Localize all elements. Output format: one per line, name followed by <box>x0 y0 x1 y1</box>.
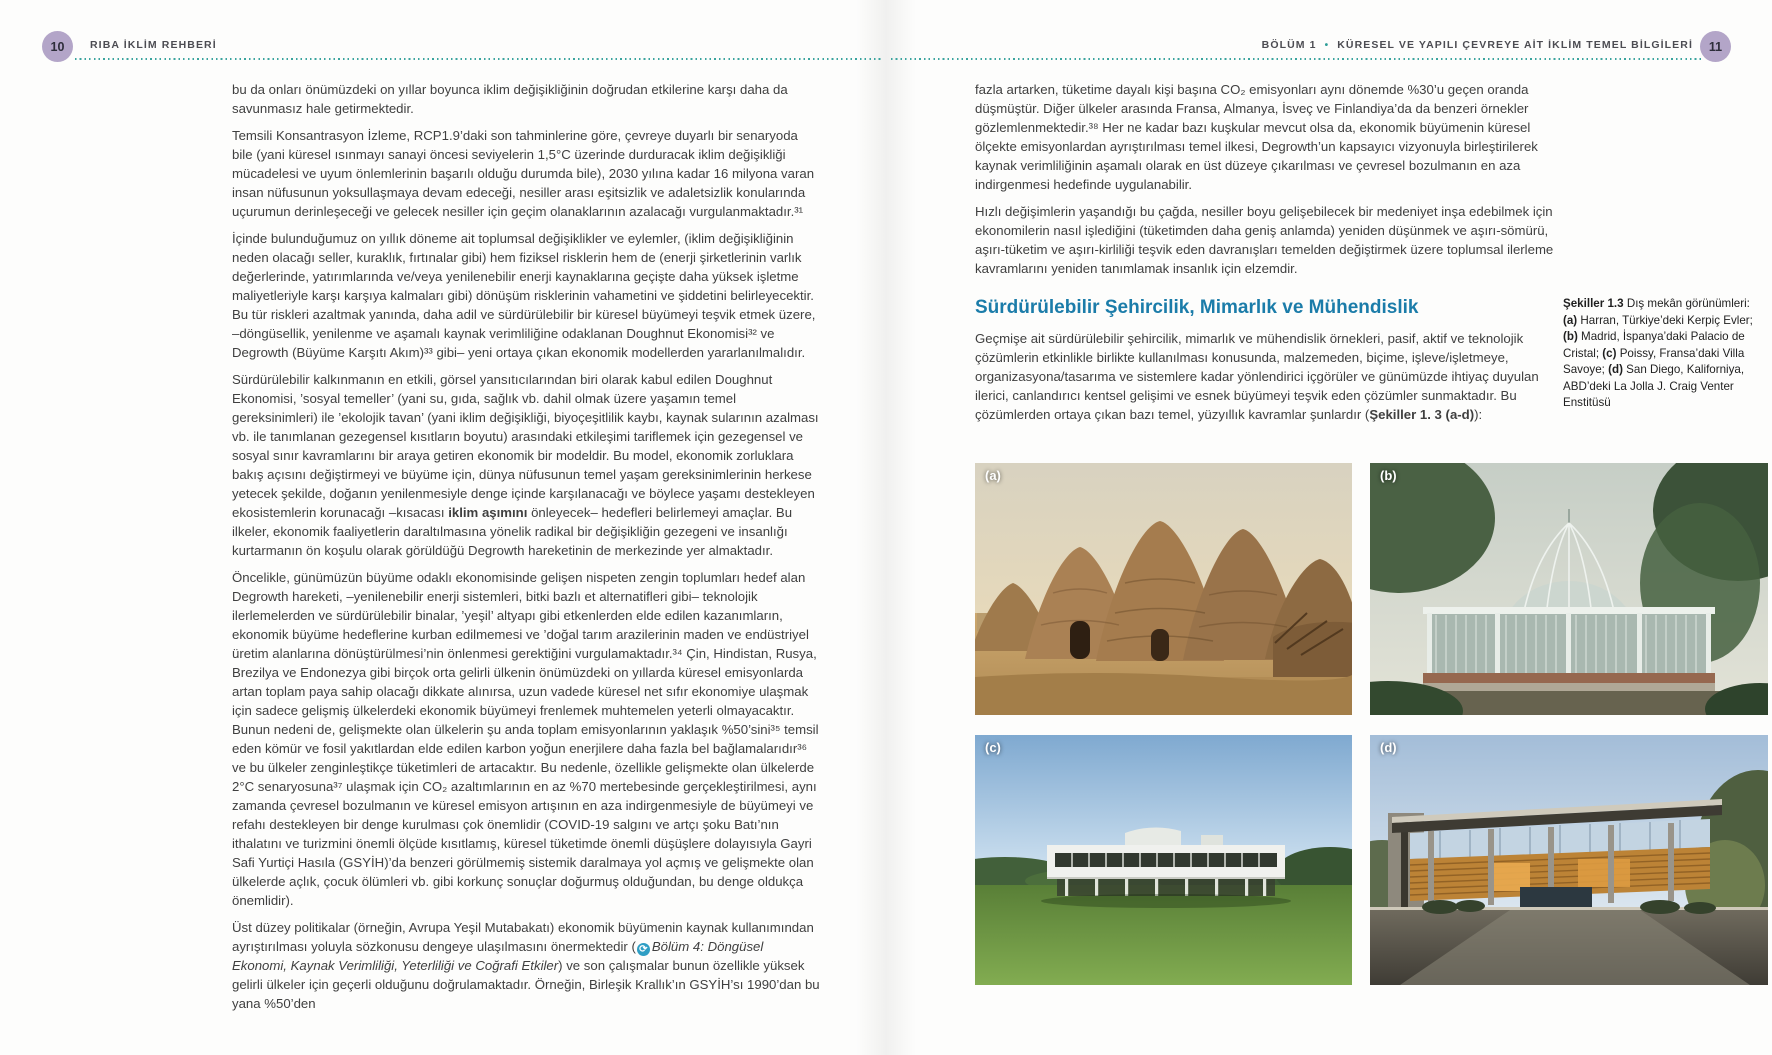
text-segment-b: (a) <box>1563 313 1578 327</box>
text-segment-b: iklim aşımını <box>448 505 528 520</box>
chapter-link-icon: ⟳ <box>637 943 650 956</box>
text-segment-b: (b) <box>1563 330 1578 343</box>
paragraph <box>232 126 820 221</box>
text-segment-b: Şekiller 1.3 <box>1563 297 1624 310</box>
figure-a-label: (a) <box>985 468 1001 483</box>
dotted-rule-left <box>75 58 881 60</box>
text-segment-b: Şekiller 1. 3 (a-d) <box>1369 407 1475 422</box>
harran-adobe-houses-illustration <box>975 463 1352 715</box>
figure-d-photo-venter-institute <box>1370 735 1768 985</box>
text-segment: Temsili Konsantrasyon İzleme, RCP1.9’daki son tahminlerine göre, çevreye duyarlı bir senaryoda bile (yani küresel ısınmayı sanayi öncesi seviyelerin 1,5°C üzerinde durduracak iklim değişikliği mücadelesi ve uyum önlemlerinin başarılı olduğu durumda bile), 2030 yılına kadar 16 milyona varan insan nüfusunun yoksullaşmaya devam edeceği, nesiller arası eşitsizlik ve adaletsizlik konularında uçurumun derinleşeceği ve gelecek nesiller için geçim olanaklarının azalacağı vurgulanmaktadır.³¹ <box>232 128 815 219</box>
text-segment: Harran, Türkiye’deki Kerpiç Evler; <box>1577 313 1753 327</box>
chapter-title: KÜRESEL VE YAPILI ÇEVREYE AİT İKLİM TEMEL BİLGİLERİ <box>1337 39 1693 51</box>
running-header-right <box>1262 39 1693 51</box>
text-segment: fazla artarken, tüketime dayalı kişi başına CO₂ emisyonları aynı dönemde %30’u geçen oranda düşmüştür. Diğer ülkeler arasında Fransa, Almanya, İsveç ve Finlandiya’da da benzeri örnekler gözlemlenmektedir.³⁸ Her ne kadar bazı kuşkular mevcut olsa da, ekonomik büyümenin küresel ölçekte emisyonlardan ayrıştırılması temel ilkesi, Degrowth’un kapsayıcı vizyonuyla birleştirilerek kaynak verimliliğinin aşamalı olarak en üst düzeye çıkarılması ve çevresel bozulmanın en aza indirgenmesi hedefinde uygulanabilir. <box>975 82 1538 192</box>
villa-savoye-illustration <box>975 735 1352 985</box>
text-segment: önleyecek– hedefleri belirlemeyi amaçlar. Bu ilkeler, ekonomik faaliyetlerin daraltılmasına yönelik radikal bir değişikliğin gezegeni ve insanlığı kurtarmanın ön koşulu olarak görüldüğü Degrowth hareketinin de merkezinde yer almaktadır. <box>232 505 793 558</box>
text-segment: Öncelikle, günümüzün büyüme odaklı ekonomisinde gelişen nispeten zengin toplumları hedef alan Degrowth hareketi, –yenilenebilir enerji sistemleri, bitki bazlı et alternatifleri gibi– teknolojik ilerlemelerden ve sürdürülebilir binalar, ’yeşil’ altyapı gibi etkenlerden elde edilen kazanımların, ekonomik büyüme hedeflerine kurban edilmemesi ve ’doğal tarım arazilerinin maden ve endüstriyel üretim alanlarına dönüştürülmesi’nin önlenmesi gerektiğini vurgulamaktadır.³⁴ Çin, Hindistan, Rusya, Brezilya ve Endonezya gibi birçok orta gelirli ülkenin önümüzdeki on yıllarda küresel emisyonlarda artan toplam paya sahip olacağı dikkate alınırsa, uzun vadede küresel net sıfır ekonomiye ulaşmak için sadece gelişmiş ülkelerdeki ekonomik büyümeyi frenlemek muhtemelen yeterli olmayacaktır. Bunun nedeni de, gelişmekte olan ülkelerin şu anda toplam emisyonlarının yaklaşık %50’sini³⁵ temsil eden kömür ve fosil yakıtlardan elde edilen karbon yoğun enerjilere daha fazla bel bağlamalarıdır³⁶ ve bu ülkeler zenginleştikçe tüketimleri de artacaktır. Bu nedenle, özellikle gelişmekte olan ülkelerde 2°C senaryosuna³⁷ ulaşmak için CO₂ azaltımlarının en az %70 mertebesinde gerçekleştirilmesi, aynı zamanda çevresel bozulmanın ve küresel emisyon artışının en aza indirgenmesiyle de büyümeyi ve refahı destekleyen bir denge kurulması çok önemlidir (COVID-19 salgını ve artçı şoku Batı’nın ithalatını ve turizmini önemli ölçüde kısıtlamış, küresel tüketimde önemli düşüşlere dolayısıyla Gayri Safi Yurtiçi Hasıla (GSYİH)’da benzeri görülmemiş sistemik daralmaya yol açmış ve gelişmekte olan ülkelerde açlık, çocuk ölümleri vb. gibi korkunç sonuçlar doğurmuş olduğundan, bu denge oldukça önemlidir). <box>232 570 819 908</box>
figure-c-label: (c) <box>985 740 1001 755</box>
text-segment: İçinde bulunduğumuz on yıllık döneme ait toplumsal değişiklikler ve eylemler, (iklim değişikliğinin neden olacağı seller, kuraklık, fırtınalar gibi) hem fiziksel risklerin hem de (enerji şirketlerinin varlık değerlerinde, yatırımlarında ve/veya yenilenebilir enerji kaynaklarına geçişte daha yüksek işletme maliyetleriyle karşı karşıya kalmaları gibi) dönüşüm risklerinin vahametini ve şiddetini belirleyecektir. Bu tür riskleri azaltmak yanında, daha adil ve sürdürülebilir bir küresel büyümeyi teşvik etmek üzere, –döngüsellik, yenilenme ve aşamalı kaynak verimliliğine odaklanan Doughnut Ekonomisi³² ve Degrowth (Büyüme Karşıtı Akım)³³ gibi– yeni ortaya çıkan ekonomik modellerden yararlanılmalıdır. <box>232 231 816 360</box>
figure-b-label: (b) <box>1380 468 1397 483</box>
paragraph <box>232 568 820 910</box>
text-segment: Hızlı değişimlerin yaşandığı bu çağda, nesiller boyu gelişebilecek bir medeniyet inşa edebilmek için ekonomilerin nasıl işlediğini (tüketimden daha geniş anlamda) yeniden düşünmek ve aşırı-sömürü, aşırı-tüketim ve aşırı-kirliliği teşvik eden davranışları temelden değiştirmek üzere toplumsal ilerleme kavramlarını yeniden tanımlamak insanlık için elzemdir. <box>975 204 1554 276</box>
page-number-right: 11 <box>1700 31 1731 62</box>
text-segment: Geçmişe ait sürdürülebilir şehircilik, mimarlık ve mühendislik örnekleri, pasif, aktif ve teknolojik çözümlerin etkinlikle birlikte kullanılması konusunda, malzemeden, biçime, işleve/işletmeye, organizasyona/tasarıma ve sistemlere kadar yönlendirici içgörüler ve günümüzde ihtiyaç duyulan ilerici, canlandırıcı kentsel gelişimi ve esnek büyümeyi teşvik eden çözümler sunmaktadır. Bu çözümlerden ortaya çıkan bazı temel, yüzyıllık kavramlar şunlardır ( <box>975 331 1539 422</box>
paragraph <box>232 229 820 362</box>
venter-institute-illustration <box>1370 735 1768 985</box>
text-segment-b: (c) <box>1602 346 1617 360</box>
figure-c-photo-villa-savoye <box>975 735 1352 985</box>
text-segment: Poissy, Fransa’daki Villa Savoye; <box>1563 346 1745 376</box>
left-page-text-column <box>232 80 820 1021</box>
figure-b-photo-palacio-de-cristal <box>1370 463 1768 715</box>
text-segment-b: (d) <box>1608 363 1623 376</box>
section-heading: Sürdürülebilir Şehircilik, Mimarlık ve Mühendislik <box>975 297 1419 318</box>
figure-a-photo-harran <box>975 463 1352 715</box>
page-number-left: 10 <box>42 31 73 62</box>
text-segment: San Diego, Kaliforniya, ABD’deki La Jolla J. Craig Venter Enstitüsü <box>1563 363 1745 409</box>
paragraph <box>232 918 820 1013</box>
dotted-rule-right <box>891 58 1701 60</box>
running-header-left: RIBA İKLİM REHBERİ <box>90 39 217 51</box>
paragraph <box>975 80 1555 194</box>
figure-caption <box>1563 296 1763 412</box>
header-separator-dot: • <box>1324 40 1330 51</box>
right-page-text-column <box>975 80 1555 432</box>
section-paragraphs <box>975 329 1555 424</box>
text-segment: Dış mekân görünümleri: <box>1623 297 1750 310</box>
text-segment: bu da onları önümüzdeki on yıllar boyunca iklim değişikliğinin doğrudan etkilerine karşı daha da savunmasız hale getirmektedir. <box>232 82 788 116</box>
page-spine-shadow <box>856 0 916 1055</box>
text-segment: ) ve son çalışmalar bunun özellikle yüksek gelirli ülkeler için geçerli olduğunu doğrulamaktadır. Örneğin, Birleşik Krallık’ın GSYİH’sı 1990’dan bu yana %50’den <box>232 958 820 1011</box>
text-segment-i: Bölüm 4: Döngüsel Ekonomi, Kaynak Verimliliği, Yeterliliği ve Coğrafi Etkiler <box>232 939 764 973</box>
right-page-intro-paragraphs <box>975 80 1555 278</box>
text-segment: Sürdürülebilir kalkınmanın en etkili, görsel yansıtıcılarından biri olarak kabul edilen Doughnut Ekonomisi, ’sosyal temeller’ (yani su, gıda, sağlık vb. dahil olmak üzere yaşamın temel gereksinimleri) ile ’ekolojik tavan’ (yani iklim değişikliği, biyoçeşitlilik kaybı, kaynak sularının azalması vb. ile tanımlanan gezegensel kısıtların boyutu) arasındaki etkileşimi tariflemek için gezegensel ve sosyal sınır kavramlarını bir araya getiren ekonomik bir modeldir. Bu model, ekonomik zorluklara bakış açısını değiştirmeyi ve büyüme için, dünya nüfusunun temel yaşam gereksinimlerinin herkese yetecek şekilde, doğanın yenilenmesiyle denge içinde karşılanacağı ve böylece yaşamı destekleyen ekosistemlerin korunacağı –kısacası <box>232 372 819 520</box>
paragraph <box>232 370 820 560</box>
text-segment: Madrid, İspanya’daki Palacio de Cristal; <box>1563 330 1745 360</box>
figure-d-label: (d) <box>1380 740 1397 755</box>
chapter-label: BÖLÜM 1 <box>1261 39 1317 51</box>
paragraph <box>232 80 820 118</box>
palacio-de-cristal-illustration <box>1370 463 1768 715</box>
text-segment: Üst düzey politikalar (örneğin, Avrupa Yeşil Mutabakatı) ekonomik büyümenin kaynak kullanımından ayrıştırılması yoluyla sözkonusu dengeye ulaşılmasını önermektedir ( <box>232 920 814 954</box>
text-segment: ): <box>1474 407 1483 422</box>
paragraph <box>975 202 1555 278</box>
paragraph <box>975 329 1555 424</box>
